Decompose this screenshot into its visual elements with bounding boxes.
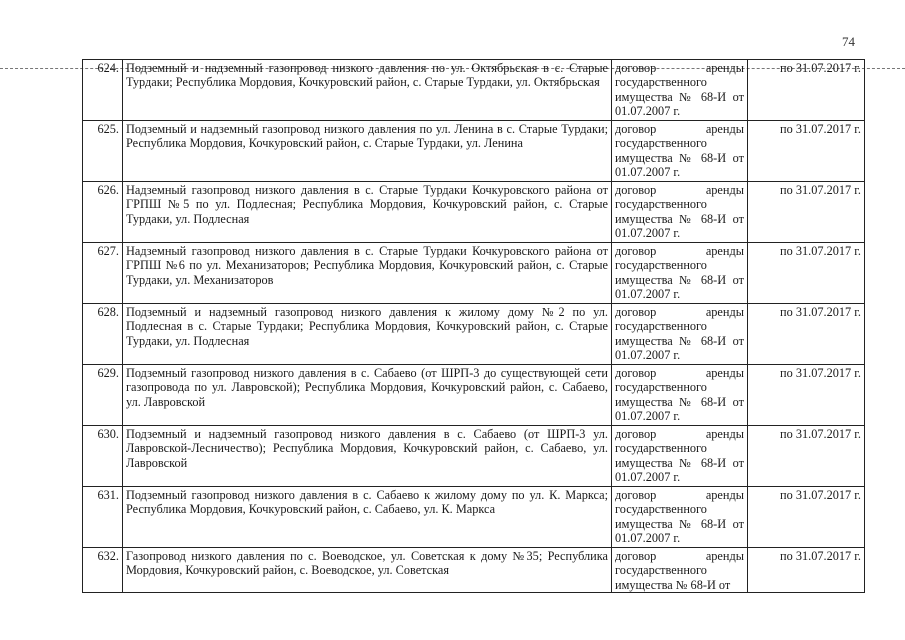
basis-details: государственного имущества № 68-И от bbox=[615, 563, 731, 592]
row-number: 631. bbox=[83, 487, 123, 548]
term-cell: по 31.07.2017 г. bbox=[748, 60, 865, 121]
basis-document bbox=[612, 121, 748, 182]
row-number: 624. bbox=[83, 60, 123, 121]
table-row bbox=[83, 121, 865, 182]
term-cell: по 31.07.2017 г. bbox=[748, 548, 865, 593]
row-number: 627. bbox=[83, 243, 123, 304]
basis-details: государственного имущества № 68-И от 01.07.2007 г. bbox=[615, 258, 744, 301]
term-cell: по 31.07.2017 г. bbox=[748, 121, 865, 182]
basis-word-contract: договор bbox=[615, 244, 657, 258]
basis-word-lease: аренды bbox=[705, 244, 744, 258]
row-number: 629. bbox=[83, 365, 123, 426]
basis-document bbox=[612, 548, 748, 593]
object-name: Подземный и надземный газопровод низкого давления в с. Сабаево (от ШРП-3 ул. Лавровской-Лесничество); Республика Мордовия, Кочкуровский район, с. Сабаево, ул. Лавровской bbox=[123, 426, 612, 487]
object-name: Газопровод низкого давления по с. Воеводское, ул. Советская к дому №35; Республика Мордовия, Кочкуровский район, с. Воеводское, ул. Советская bbox=[123, 548, 612, 593]
basis-word-lease: аренды bbox=[705, 183, 744, 197]
table-row bbox=[83, 243, 865, 304]
table-body bbox=[83, 60, 865, 593]
table-row bbox=[83, 60, 865, 121]
table-row bbox=[83, 548, 865, 593]
basis-word-lease: аренды bbox=[705, 488, 744, 502]
basis-details: государственного имущества № 68-И от 01.07.2007 г. bbox=[615, 197, 744, 240]
basis-word-contract: договор bbox=[615, 366, 657, 380]
page-number: 74 bbox=[842, 34, 855, 49]
term-cell: по 31.07.2017 г. bbox=[748, 182, 865, 243]
basis-word-contract: договор bbox=[615, 488, 657, 502]
table-row bbox=[83, 304, 865, 365]
basis-word-contract: договор bbox=[615, 122, 657, 136]
object-name: Подземный и надземный газопровод низкого давления по ул. Октябрьская в с. Старые Турдаки; Республика Мордовия, Кочкуровский район, с. Старые Турдаки, ул. Октябрьская bbox=[123, 60, 612, 121]
table-row bbox=[83, 365, 865, 426]
basis-document bbox=[612, 243, 748, 304]
basis-word-lease: аренды bbox=[705, 61, 744, 75]
object-name: Надземный газопровод низкого давления в с. Старые Турдаки Кочкуровского района от ГРПШ №5 по ул. Подлесная; Республика Мордовия, Кочкуровский район, с. Старые Турдаки, ул. Подлесная bbox=[123, 182, 612, 243]
basis-details: государственного имущества № 68-И от 01.07.2007 г. bbox=[615, 319, 744, 362]
basis-word-lease: аренды bbox=[705, 427, 744, 441]
object-name: Подземный газопровод низкого давления в с. Сабаево (от ШРП-3 до существующей сети газопровода по ул. Лавровской); Республика Мордовия, Кочкуровский район, с. Сабаево, ул. Лавровской bbox=[123, 365, 612, 426]
basis-document bbox=[612, 365, 748, 426]
basis-document bbox=[612, 426, 748, 487]
table-row bbox=[83, 426, 865, 487]
basis-word-contract: договор bbox=[615, 305, 657, 319]
object-name: Подземный и надземный газопровод низкого давления по ул. Ленина в с. Старые Турдаки; Республика Мордовия, Кочкуровский район, с. Старые Турдаки, ул. Ленина bbox=[123, 121, 612, 182]
basis-details: государственного имущества № 68-И от 01.07.2007 г. bbox=[615, 75, 744, 118]
basis-word-lease: аренды bbox=[705, 549, 744, 563]
basis-word-contract: договор bbox=[615, 61, 657, 75]
term-cell: по 31.07.2017 г. bbox=[748, 304, 865, 365]
basis-details: государственного имущества № 68-И от 01.07.2007 г. bbox=[615, 380, 744, 423]
basis-document bbox=[612, 487, 748, 548]
basis-word-contract: договор bbox=[615, 549, 657, 563]
basis-word-lease: аренды bbox=[705, 305, 744, 319]
basis-word-lease: аренды bbox=[705, 122, 744, 136]
object-name: Подземный и надземный газопровод низкого давления к жилому дому №2 по ул. Подлесная в с. Старые Турдаки; Республика Мордовия, Кочкуровский район, с. Старые Турдаки, ул. Подлесная bbox=[123, 304, 612, 365]
row-number: 628. bbox=[83, 304, 123, 365]
basis-details: государственного имущества № 68-И от 01.07.2007 г. bbox=[615, 136, 744, 179]
basis-document bbox=[612, 60, 748, 121]
basis-word-contract: договор bbox=[615, 183, 657, 197]
term-cell: по 31.07.2017 г. bbox=[748, 487, 865, 548]
basis-word-contract: договор bbox=[615, 427, 657, 441]
basis-document bbox=[612, 182, 748, 243]
term-cell: по 31.07.2017 г. bbox=[748, 243, 865, 304]
object-name: Надземный газопровод низкого давления в с. Старые Турдаки Кочкуровского района от ГРПШ №6 по ул. Механизаторов; Республика Мордовия, Кочкуровский район, с. Старые Турдаки, ул. Механизаторов bbox=[123, 243, 612, 304]
term-cell: по 31.07.2017 г. bbox=[748, 426, 865, 487]
row-number: 625. bbox=[83, 121, 123, 182]
property-registry-table bbox=[82, 59, 865, 593]
basis-word-lease: аренды bbox=[705, 366, 744, 380]
row-number: 630. bbox=[83, 426, 123, 487]
basis-details: государственного имущества № 68-И от 01.07.2007 г. bbox=[615, 502, 744, 545]
table-row bbox=[83, 182, 865, 243]
row-number: 632. bbox=[83, 548, 123, 593]
term-cell: по 31.07.2017 г. bbox=[748, 365, 865, 426]
basis-document bbox=[612, 304, 748, 365]
table-row bbox=[83, 487, 865, 548]
basis-details: государственного имущества № 68-И от 01.07.2007 г. bbox=[615, 441, 744, 484]
row-number: 626. bbox=[83, 182, 123, 243]
object-name: Подземный газопровод низкого давления в с. Сабаево к жилому дому по ул. К. Маркса; Республика Мордовия, Кочкуровский район, с. Сабаево, ул. К. Маркса bbox=[123, 487, 612, 548]
